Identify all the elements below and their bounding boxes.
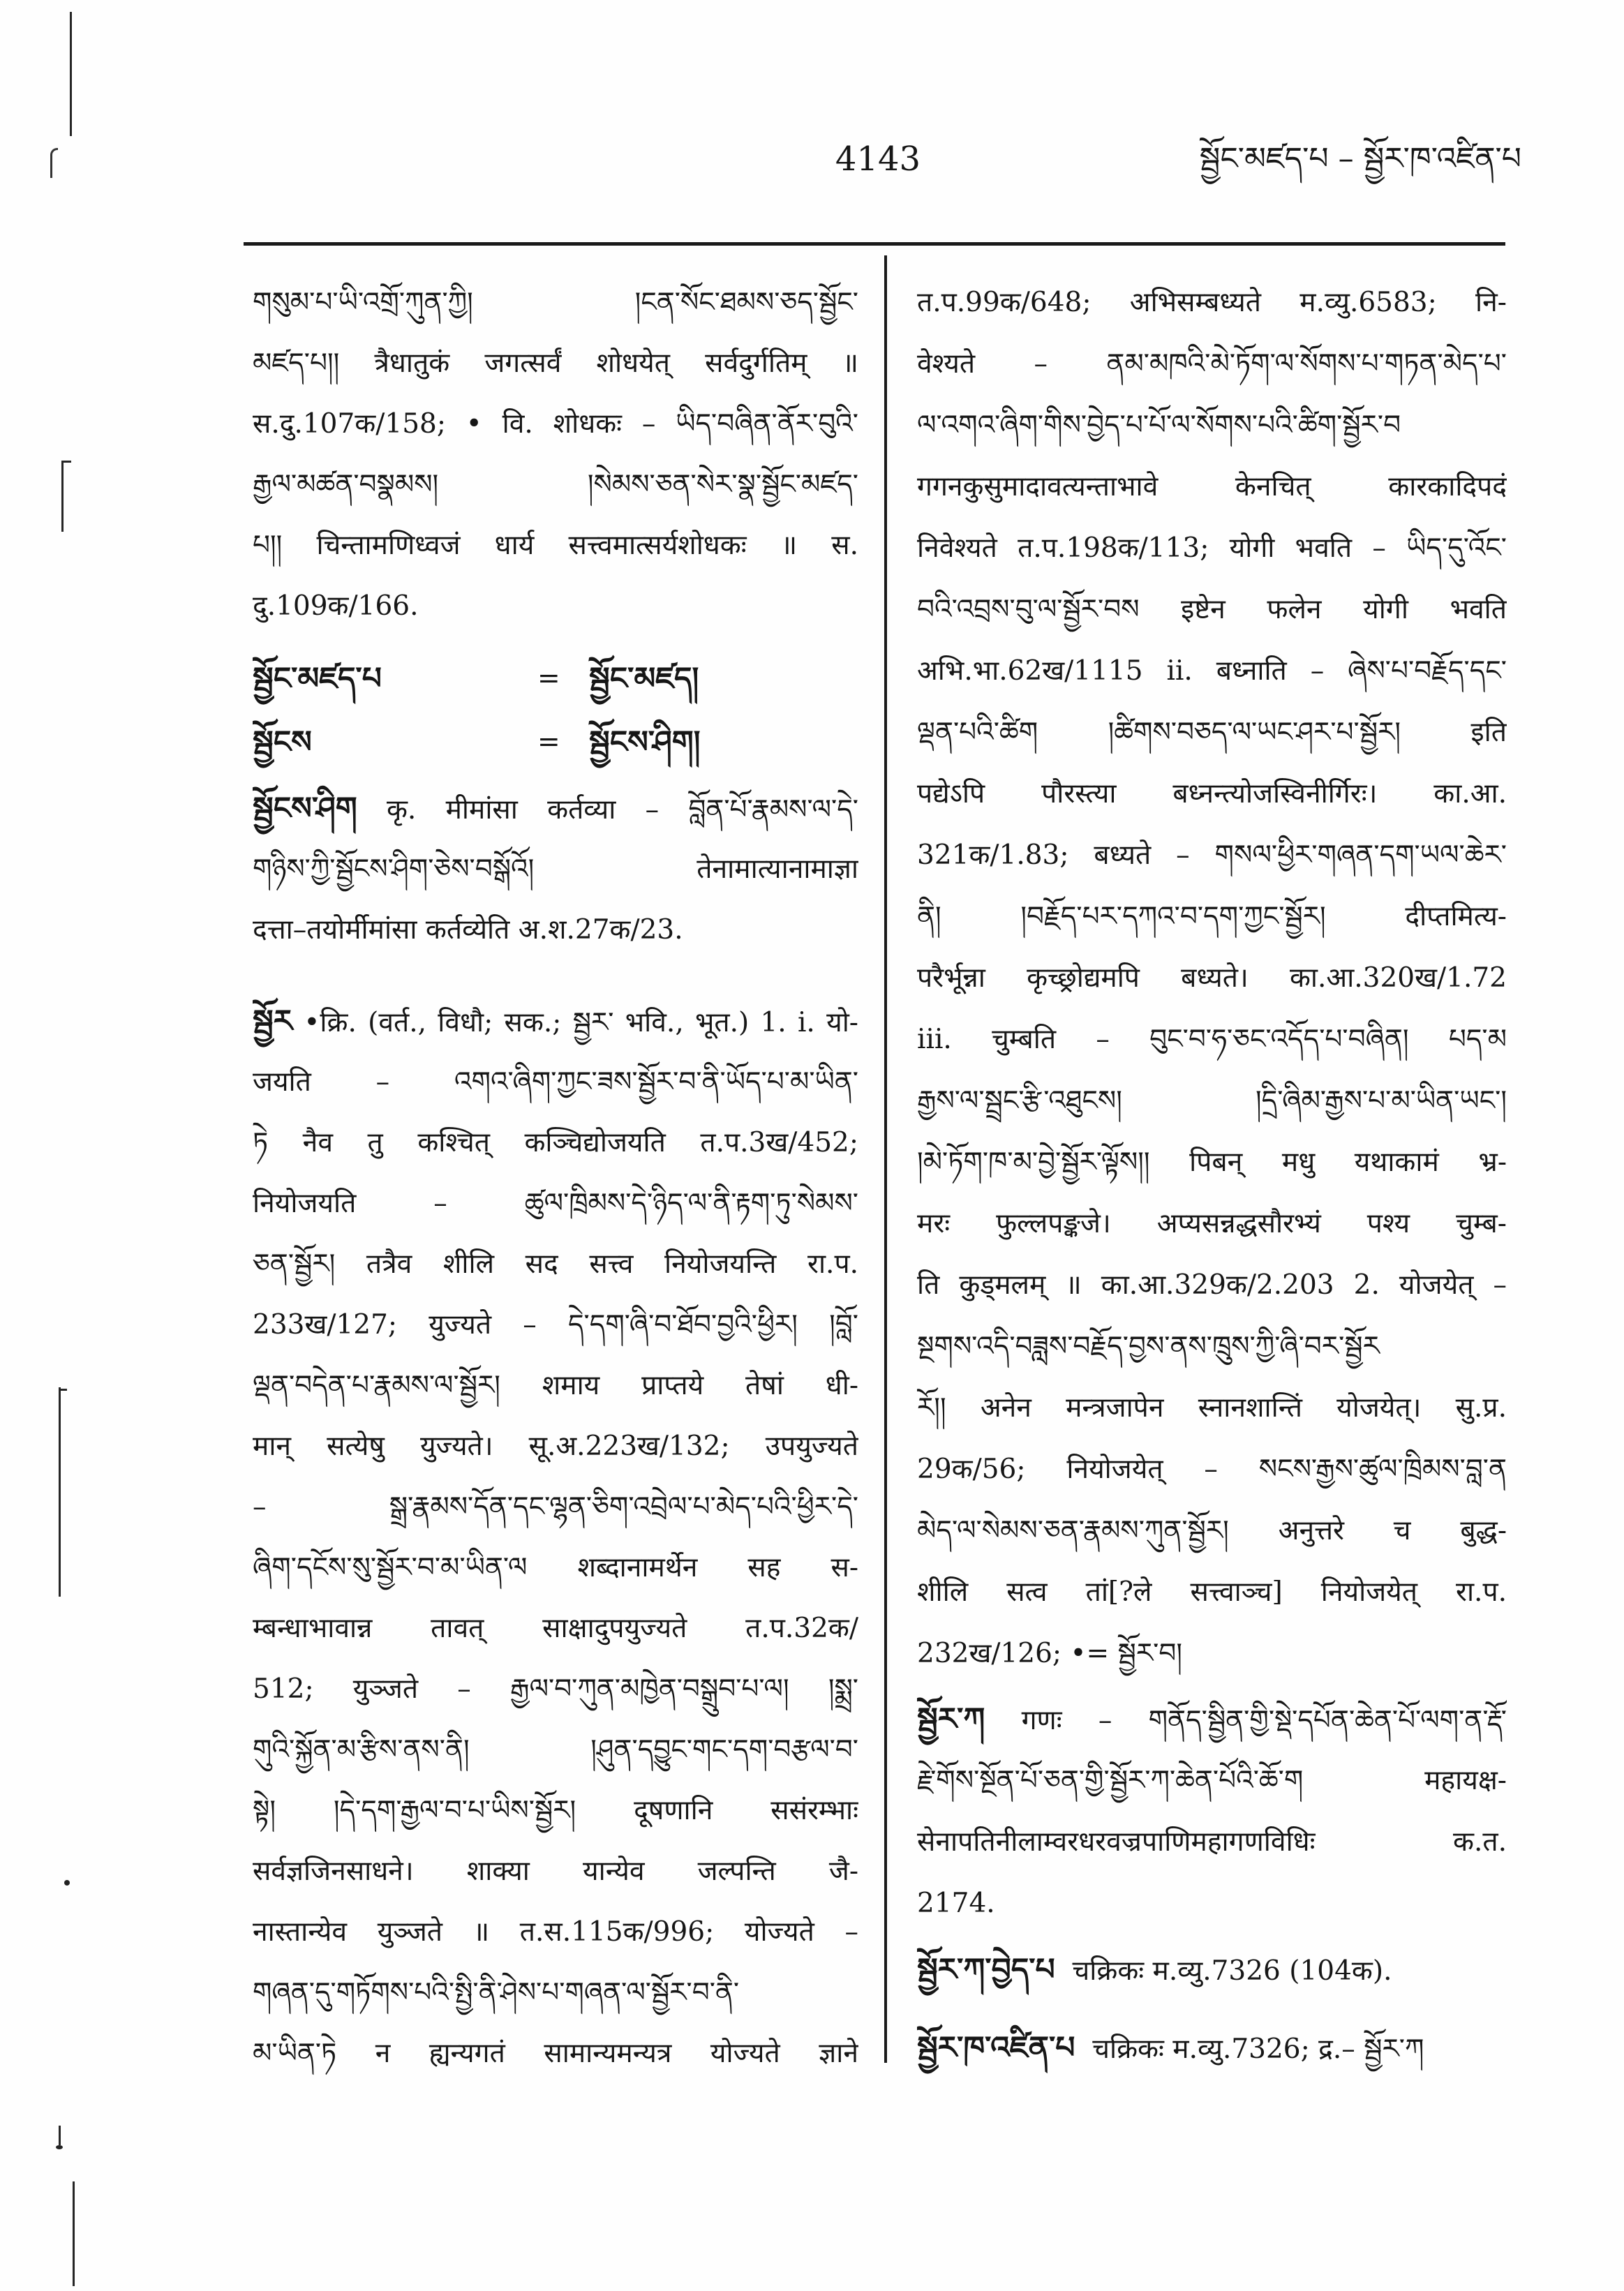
entry-first-line (253, 991, 858, 1052)
text-line: པ།། चिन्तामणिध्वजं धार्य सत्त्वमात्सर्यशोधकः ॥ स. (253, 530, 858, 561)
text-line: ति कुड्मलम् ॥ का.आ.329क/2.203 2. योजयेत् – (917, 1269, 1507, 1301)
entry-text: कृ. मीमांसा कर्तव्या – བློན་པོ་རྣམས་ལ་དེ་ (386, 794, 858, 826)
left-column (253, 272, 858, 2084)
equals-sign: = (537, 663, 560, 694)
entry-headword: སྦྱོངས་ཤིག (253, 791, 357, 826)
text-line: བའི་འབྲས་བུ་ལ་སྦྱོར་བས इष्टेन फलेन योगी भवति (917, 594, 1507, 625)
text-line: स.दु.107क/158; • वि. शोधकः – ཡིད་བཞིན་ནོར་བུའི་ (253, 408, 858, 440)
text-line: पद्येऽपि पौरस्त्या बध्नन्त्योजस्विनीर्गिरः। का.आ. (917, 778, 1507, 809)
entry-text: •क्रि. (वर्त., विधौ; सक.; སྦྱར་ भवि., भूत.) 1. i. यो- (304, 1007, 858, 1038)
header-rule (244, 242, 1505, 246)
text-line: གུའི་སྐྱོན་མ་རྩིས་ནས་ནི། །ཤུན་དབྱུང་གང་དག་བརྩལ་བ་ (253, 1734, 858, 1766)
scan-mark (70, 12, 72, 136)
column-divider (884, 255, 887, 2063)
scan-mark (64, 1880, 70, 1886)
text-line: परैर्भून्ना कृच्छ्रोद्यमपि बध्यते। का.आ.320ख/1.72 (917, 962, 1507, 994)
text-line: གཞན་དུ་གཏོགས་པའི་སྤྱི་ནི་ཤེས་པ་གཞན་ལ་སྦྱོར་བ་ནི་ (253, 1977, 740, 2008)
text-line: दु.109क/166. (253, 590, 419, 622)
entry-first-line (917, 1939, 1507, 2001)
text-line: सर्वज्ञजिनसाधने। शाक्या यान्येव जल्पन्ति जै- (253, 1856, 858, 1887)
equals-sign: = (537, 726, 560, 758)
page-number: 4143 (835, 140, 921, 179)
text-line: जयति – འགའ་ཞིག་ཀྱང་ཟས་སྦྱོར་བ་ནི་ཡོད་པ་མ་ཡིན་ (253, 1066, 858, 1098)
right-column (917, 272, 1507, 2079)
text-line: མེད་ལ་སེམས་ཅན་རྣམས་ཀུན་སྦྱོར། अनुत्तरे च बुद्ध- (917, 1515, 1507, 1546)
cross-reference-target: སྦྱོངས་ཤིག། (589, 724, 701, 760)
text-line: །མེ་ཏོག་ཁ་མ་བྱེ་སྦྱོར་ལྟོས།། पिबन् मधु यथाकामं भ्र- (917, 1147, 1507, 1178)
entry-headword: སྦྱོར་ཁ་འཛིན་པ (917, 2030, 1075, 2066)
cross-reference-block (253, 648, 858, 773)
entry-headword: སྦྱོར་ཀ་བྱེད་པ (917, 1952, 1055, 1987)
dictionary-entry (253, 991, 858, 2084)
text-line: སྟེ། །དེ་དག་རྒྱལ་བ་པ་ཡིས་སྦྱོར། दूषणानि ससंरम्भाः (253, 1795, 858, 1826)
entry-headword: སྦྱོང་མཛད་པ (253, 661, 382, 696)
text-line: वेश्यते – ནམ་མཁའི་མེ་ཏོག་ལ་སོགས་པ་གཏན་མེད་པ་ (917, 348, 1507, 380)
scan-mark (56, 2145, 63, 2149)
text-line: 233ख/127; युज्यते – དེ་དག་ཞི་བ་ཐོབ་བྱའི་ཕྱིར། །བློ་ (253, 1309, 858, 1341)
text-line: ནི། །བརྗོད་པར་དཀའ་བ་དག་ཀྱང་སྦྱོར། दीप्तमित्य- (917, 901, 1507, 932)
text-line: गगनकुसुमादावत्यन्ताभावे केनचित् कारकादिपदं (917, 471, 1507, 502)
text-line: दत्ता–तयोर्मीमांसा कर्तव्येति अ.श.27क/23. (253, 914, 683, 946)
entry-headword: སྦྱོར་ཀ (917, 1701, 985, 1737)
continuation-block (917, 272, 1507, 1685)
text-line: – སྒྲ་རྣམས་དོན་དང་ལྷན་ཅིག་འབྲེལ་པ་མེད་པའི་ཕྱིར་དེ་ (253, 1491, 858, 1523)
text-line: 29क/56; नियोजयेत् – སངས་རྒྱས་ཚུལ་ཁྲིམས་བླ་ན (917, 1454, 1507, 1485)
text-line: རོ།། अनेन मन्त्रजापेन स्नानशान्तिं योजयेत्। सु.प्र. (917, 1392, 1507, 1424)
text-line: མ་ཡིན་ཏེ न ह्यन्यगतं सामान्यमन्यत्र योज्यते ज्ञाने (253, 2038, 858, 2069)
entry-text: चक्रिकः म.व्यु.7326 (104क). (1072, 1955, 1392, 1987)
text-line: སྔགས་འདི་བཟླས་བརྗོད་བྱས་ནས་ཁྲུས་ཀྱི་ཞི་བར་སྦྱོར (917, 1331, 1380, 1362)
text-line: རྒྱས་ལ་སྦྲང་རྩི་འཐུངས། །དྲི་ཞིམ་རྒྱས་པ་མ་ཡིན་ཡང་། (917, 1085, 1507, 1117)
text-line: 512; युञ्जते – རྒྱལ་བ་ཀུན་མཁྱེན་བསྒྲུབ་པ་ལ། །སྨྲ་ (253, 1673, 858, 1705)
continuation-block (253, 272, 858, 636)
cross-reference (253, 712, 858, 773)
text-line: iii. चुम्बति – བུང་བ་ཧ་ཅང་འདོད་པ་བཞིན། པད་མ (917, 1024, 1507, 1055)
entry-headword: སྦྱོར (253, 1003, 293, 1039)
text-line: ཏེ नैव तु कश्चित् कञ्चिद्योजयति त.प.3ख/452; (253, 1127, 858, 1158)
dictionary-entry (253, 778, 858, 960)
text-line: मान् सत्येषु युज्यते। सू.अ.223ख/132; उपयुज्यते (253, 1431, 858, 1462)
text-line: རྗེ་གོས་སྔོན་པོ་ཅན་གྱི་སྦྱོར་ཀ་ཆེན་པོའི་ཆོ་ག महायक्ष- (917, 1765, 1507, 1796)
entry-first-line (917, 1689, 1507, 1750)
entry-text: चक्रिकः म.व्यु.7326; द्र.– སྦྱོར་ཀ (1092, 2033, 1424, 2065)
scan-mark (59, 1387, 61, 1597)
text-line: नियोजयति – ཚུལ་ཁྲིམས་དེ་ཉིད་ལ་ནི་རྟག་ཏུ་སེམས་ (253, 1188, 858, 1219)
text-line: 232ख/126; •= སྦྱོར་བ། (917, 1638, 1183, 1669)
text-line: ཅན་སྦྱོར། तत्रैव शीलि सद सत्त्व नियोजयन्ति रा.प. (253, 1248, 858, 1280)
text-line: ལ་འགའ་ཞིག་གིས་བྱེད་པ་པོ་ལ་སོགས་པའི་ཚིག་སྦྱོར་བ (917, 410, 1401, 441)
dictionary-entry (917, 2017, 1507, 2079)
text-line: नास्तान्येव युञ्जते ॥ त.स.115क/996; योज्यते – (253, 1916, 858, 1948)
dictionary-entry (917, 1689, 1507, 1934)
text-line: सेनापतिनीलाम्वरधरवज्रपाणिमहागणविधिः क.त. (917, 1826, 1507, 1858)
scan-mark (73, 2181, 75, 2286)
text-line: ཞིག་དངོས་སུ་སྦྱོར་བ་མ་ཡིན་ལ शब्दानामर्थेन सह स- (253, 1552, 858, 1583)
entry-first-line (253, 778, 858, 839)
text-line: 321क/1.83; बध्यते – གསལ་ཕྱིར་གཞན་དག་ཡལ་ཆེར་ (917, 839, 1507, 871)
cross-reference (253, 648, 858, 709)
scan-mark (59, 2126, 61, 2145)
text-line: निवेश्यते त.प.198क/113; योगी भवति – ཡིད་དུ་འོང་ (917, 532, 1507, 564)
text-line: གསུམ་པ་ཡི་འགྲོ་ཀུན་ཀྱི། །ངན་སོང་ཐམས་ཅད་སྦྱོང་ (253, 287, 858, 318)
running-head: སྦྱོང་མཛད་པ – སྦྱོར་ཁ་འཛིན་པ (1199, 141, 1521, 177)
text-line: अभि.भा.62ख/1115 ii. बध्नाति – ཞེས་པ་བརྗོད་དང་ (917, 655, 1507, 687)
cross-reference-target: སྦྱོང་མཛད། (589, 661, 699, 696)
scan-mark (50, 148, 58, 178)
text-line: ལྡན་བདེན་པ་རྣམས་ལ་སྦྱོར། शमाय प्राप्तये तेषां धी- (253, 1370, 858, 1401)
text-line: मरः फुल्लपङ्कजे। अप्यसन्नद्धसौरभ्यं पश्य चुम्ब- (917, 1208, 1507, 1239)
scan-mark (61, 461, 64, 532)
text-line: ལྡན་པའི་ཚིག །ཚིགས་བཅད་ལ་ཡང་ཤར་པ་སྦྱོར། इति (917, 717, 1507, 748)
entry-text: गणः – གནོད་སྦྱིན་གྱི་སྡེ་དཔོན་ཆེན་པོ་ལག་ན་རྡོ་ (1021, 1705, 1507, 1736)
text-line: 2174. (917, 1888, 995, 1919)
entry-headword: སྦྱོངས (253, 724, 312, 760)
text-line: རྒྱལ་མཚན་བསྣམས། །སེམས་ཅན་སེར་སྣ་སྦྱོང་མཛད་ (253, 469, 858, 500)
text-line: शीलि सत्व तां[?ले सत्त्वाञ्च] नियोजयेत् रा.प. (917, 1576, 1507, 1608)
entry-first-line (917, 2017, 1507, 2079)
text-line: གཉིས་ཀྱི་སྦྱོངས་ཤིག་ཅེས་བསྒོའོ། तेनामात्यानामाज्ञा (253, 853, 858, 885)
scan-mark (61, 461, 71, 463)
dictionary-entry (917, 1939, 1507, 2001)
text-line: त.प.99क/648; अभिसम्बध्यते म.व्यु.6583; नि- (917, 287, 1507, 318)
scan-mark (59, 1389, 67, 1391)
text-line: མཛད་པ།། त्रैधातुकं जगत्सर्वं शोधयेत् सर्वदुर्गतिम् ॥ (253, 348, 858, 379)
text-line: म्बन्धाभावान्न तावत् साक्षादुपयुज्यते त.प.32क/ (253, 1613, 858, 1644)
